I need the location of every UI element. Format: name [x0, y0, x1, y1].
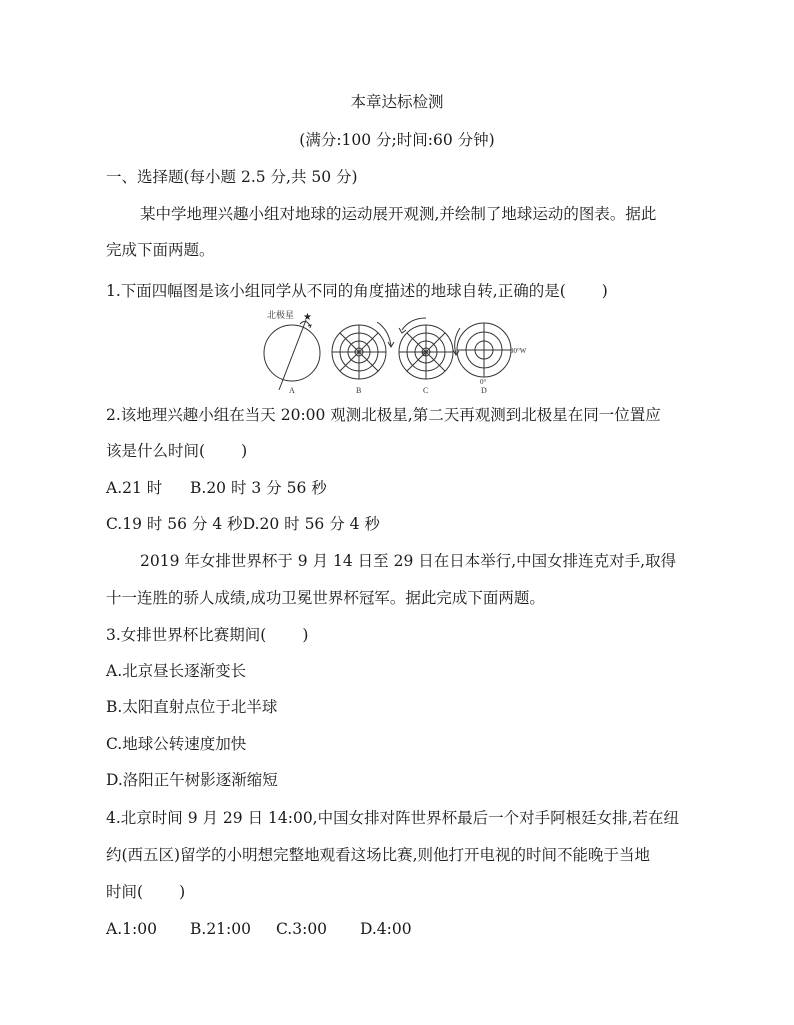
question-1-text: 1.下面四幅图是该小组同学从不同的角度描述的地球自转,正确的是(	[106, 282, 566, 300]
question-4-line-3	[106, 882, 185, 902]
q4-option-d: D.4:00	[360, 920, 412, 938]
q3-option-b: B.太阳直射点位于北半球	[106, 698, 278, 716]
intro-paragraph-1-cont: 完成下面两题。	[106, 241, 215, 259]
longitude-label: 90°W	[510, 347, 527, 355]
question-1	[106, 281, 608, 301]
question-2-close: )	[241, 442, 248, 460]
section-heading: 一、选择题(每小题 2.5 分,共 50 分)	[106, 168, 358, 186]
south-pole-label: S	[422, 350, 426, 358]
q2-option-c: C.19 时 56 分 4 秒	[106, 515, 243, 533]
question-2-line-2	[106, 441, 247, 461]
question-4-line-2: 约(西五区)留学的小明想完整地观看这场比赛,则他打开电视的时间不能晚于当地	[106, 846, 651, 864]
question-4-close: )	[179, 883, 186, 901]
question-4-options	[106, 919, 412, 939]
q2-option-b: B.20 时 3 分 56 秒	[190, 479, 327, 497]
polaris-label: 北极星	[267, 310, 295, 320]
question-3-close: )	[302, 626, 309, 644]
question-2-options-row-1	[106, 478, 327, 498]
question-2-text: 该是什么时间(	[106, 442, 206, 460]
figure-a-side-view	[264, 320, 320, 390]
figure-label-d: D	[481, 386, 487, 395]
q2-option-a: A.21 时	[106, 479, 163, 497]
question-2-line-1: 2.该地理兴趣小组在当天 20:00 观测北极星,第二天再观测到北极星在同一位置应	[106, 406, 661, 424]
figure-d-polar-view	[453, 323, 511, 377]
intro-paragraph-2-cont: 十一连胜的骄人成绩,成功卫冕世界杯冠军。据此完成下面两题。	[106, 589, 545, 607]
question-2-options-row-2	[106, 514, 380, 534]
q4-option-a: A.1:00	[106, 920, 157, 938]
question-3-text: 3.女排世界杯比赛期间(	[106, 626, 267, 644]
question-4-line-1: 4.北京时间 9 月 29 日 14:00,中国女排对阵世界杯最后一个对手阿根廷女排,若在纽	[106, 809, 680, 827]
q4-option-b: B.21:00	[190, 920, 251, 938]
polaris-star-icon: ★	[303, 312, 312, 323]
page-title: 本章达标检测	[350, 93, 444, 111]
question-3	[106, 625, 308, 645]
figure-label-a: A	[289, 386, 295, 395]
question-1-close: )	[601, 282, 608, 300]
page-subtitle: (满分:100 分;时间:60 分钟)	[299, 131, 495, 149]
q2-option-d: D.20 时 56 分 4 秒	[242, 515, 380, 533]
q3-option-c: C.地球公转速度加快	[106, 735, 247, 753]
intro-paragraph-1: 某中学地理兴趣小组对地球的运动展开观测,并绘制了地球运动的图表。据此	[140, 205, 657, 223]
figure-b-polar-view	[332, 322, 394, 379]
q3-option-d: D.洛阳正午树影逐渐缩短	[106, 771, 278, 789]
figure-label-b: B	[356, 386, 362, 395]
figure-label-c: C	[423, 386, 429, 395]
question-4-text: 时间(	[106, 883, 144, 901]
intro-paragraph-2: 2019 年女排世界杯于 9 月 14 日至 29 日在日本举行,中国女排连克对手,取得	[140, 552, 677, 570]
figure-c-polar-view	[399, 318, 453, 379]
q4-option-c: C.3:00	[276, 920, 328, 938]
zero-degree-label: 0°	[480, 378, 487, 386]
q3-option-a: A.北京昼长逐渐变长	[106, 662, 247, 680]
earth-rotation-figure	[260, 304, 540, 398]
